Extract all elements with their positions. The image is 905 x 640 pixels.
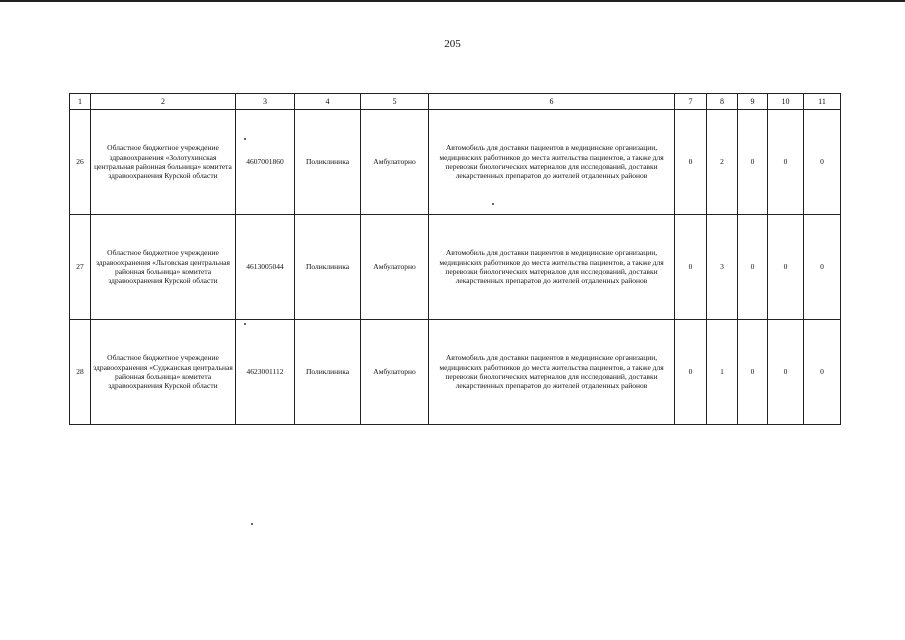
vehicle-purpose: Автомобиль для доставки пациентов в медицинские организации, медицинских работников до места жительства пациентов, а также для перевозки биологических материалов для исследований, доставки лекарственных препаратов до жителей отдаленных районов <box>429 320 675 425</box>
data-table <box>69 93 841 425</box>
scan-speck <box>244 323 246 325</box>
inn-code: 4623001112 <box>236 320 295 425</box>
row-number: 26 <box>70 110 91 215</box>
scan-speck <box>251 523 253 525</box>
col-9-value: 0 <box>738 110 768 215</box>
table-row <box>70 110 841 215</box>
care-type: Амбулаторно <box>361 215 429 320</box>
col-10-value: 0 <box>768 110 804 215</box>
col-7-value: 0 <box>675 110 707 215</box>
inn-code: 4613005044 <box>236 215 295 320</box>
table-row <box>70 320 841 425</box>
organization-name: Областное бюджетное учреждение здравоохранения «Золотухинская центральная районная больница» комитета здравоохранения Курской области <box>91 110 236 215</box>
page-top-border <box>0 0 905 2</box>
col-10-value: 0 <box>768 215 804 320</box>
organization-name: Областное бюджетное учреждение здравоохранения «Суджанская центральная районная больница» комитета здравоохранения Курской области <box>91 320 236 425</box>
col-7-value: 0 <box>675 215 707 320</box>
vehicle-purpose: Автомобиль для доставки пациентов в медицинские организации, медицинских работников до места жительства пациентов, а также для перевозки биологических материалов для исследований, доставки лекарственных препаратов до жителей отдаленных районов <box>429 110 675 215</box>
care-type: Амбулаторно <box>361 110 429 215</box>
page-number: 205 <box>444 38 461 50</box>
column-header: 4 <box>295 94 361 110</box>
vehicle-purpose: Автомобиль для доставки пациентов в медицинские организации, медицинских работников до места жительства пациентов, а также для перевозки биологических материалов для исследований, доставки лекарственных препаратов до жителей отдаленных районов <box>429 215 675 320</box>
col-9-value: 0 <box>738 320 768 425</box>
row-number: 27 <box>70 215 91 320</box>
scan-speck <box>492 203 494 205</box>
col-8-value: 3 <box>707 215 738 320</box>
column-header: 10 <box>768 94 804 110</box>
unit-type: Поликлиника <box>295 320 361 425</box>
col-9-value: 0 <box>738 215 768 320</box>
col-8-value: 2 <box>707 110 738 215</box>
column-header: 7 <box>675 94 707 110</box>
row-number: 28 <box>70 320 91 425</box>
column-header: 2 <box>91 94 236 110</box>
organization-name: Областное бюджетное учреждение здравоохранения «Льговская центральная районная больница» комитета здравоохранения Курской области <box>91 215 236 320</box>
col-11-value: 0 <box>804 110 841 215</box>
scan-speck <box>244 138 246 140</box>
column-header: 8 <box>707 94 738 110</box>
column-header: 11 <box>804 94 841 110</box>
unit-type: Поликлиника <box>295 110 361 215</box>
col-11-value: 0 <box>804 320 841 425</box>
table-row <box>70 215 841 320</box>
col-7-value: 0 <box>675 320 707 425</box>
column-header: 3 <box>236 94 295 110</box>
column-header: 6 <box>429 94 675 110</box>
col-11-value: 0 <box>804 215 841 320</box>
care-type: Амбулаторно <box>361 320 429 425</box>
col-8-value: 1 <box>707 320 738 425</box>
column-header: 5 <box>361 94 429 110</box>
unit-type: Поликлиника <box>295 215 361 320</box>
col-10-value: 0 <box>768 320 804 425</box>
inn-code: 4607001860 <box>236 110 295 215</box>
column-header: 9 <box>738 94 768 110</box>
table-header-row <box>70 94 841 110</box>
column-header: 1 <box>70 94 91 110</box>
